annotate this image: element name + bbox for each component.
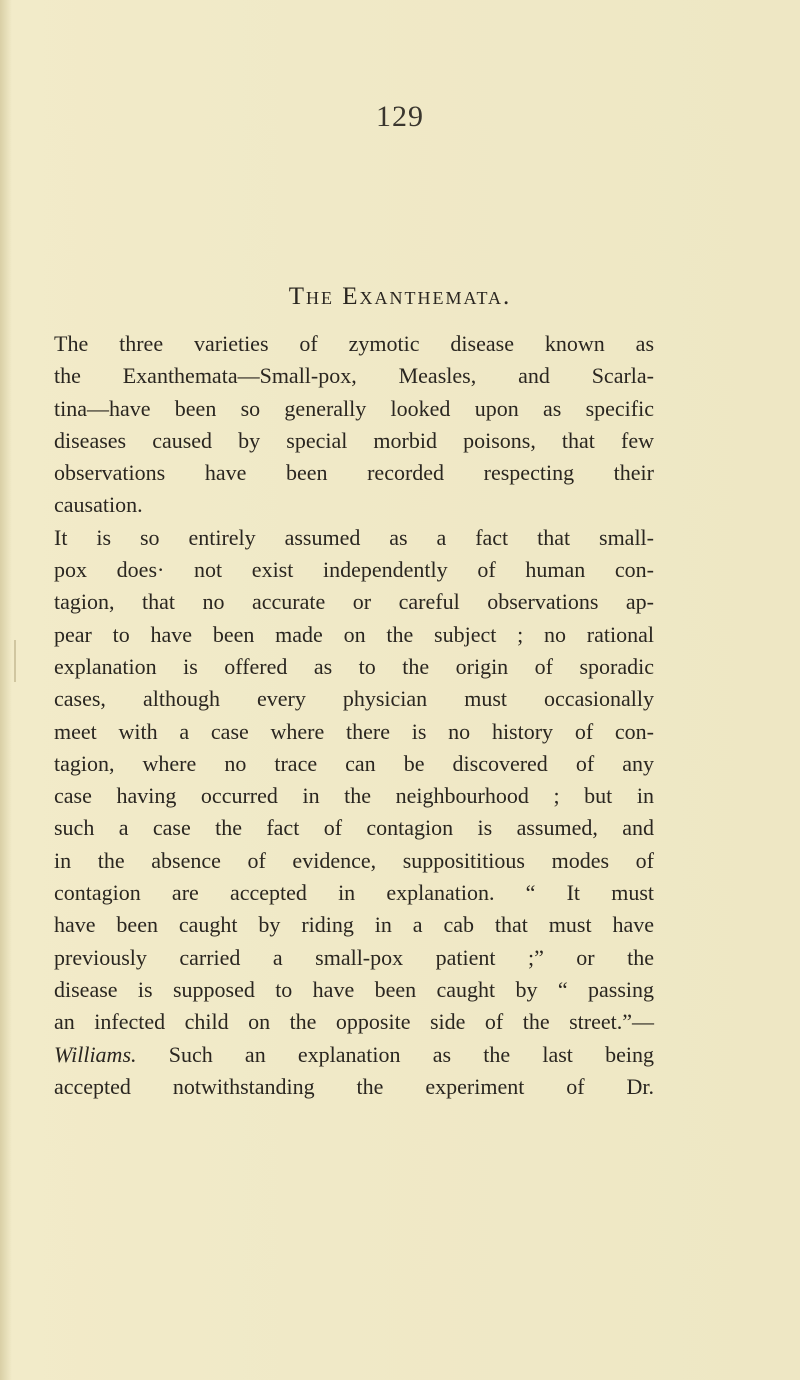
paragraph-2 xyxy=(54,522,654,1103)
text-line: have been caught by riding in a cab that must have xyxy=(54,912,654,938)
text-line: tina—have been so generally looked upon as specific xyxy=(54,395,654,421)
text-line: The three varieties of zymotic disease known as xyxy=(54,331,654,356)
page-mark xyxy=(14,640,16,682)
text-line: It is so entirely assumed as a fact that small- xyxy=(54,524,654,550)
text-line: pox does· not exist independently of human con- xyxy=(54,557,654,583)
text-line: explanation is offered as to the origin of sporadic xyxy=(54,653,654,679)
text-line: pear to have been made on the subject ; no rational xyxy=(54,621,654,647)
text-line: disease is supposed to have been caught by “ passing xyxy=(54,976,654,1002)
text-line: in the absence of evidence, supposititious modes of xyxy=(54,847,654,873)
text-line: case having occurred in the neighbourhood ; but in xyxy=(54,783,654,809)
text-line: previously carried a small-pox patient ;” or the xyxy=(54,944,654,970)
text-line: Williams. Such an explanation as the last being xyxy=(54,1041,654,1067)
page-number: 129 xyxy=(376,100,424,133)
text-line: tagion, that no accurate or careful observations ap- xyxy=(54,589,654,615)
text-line: diseases caused by special morbid poisons, that few xyxy=(54,427,654,453)
paragraph-1 xyxy=(54,328,654,522)
text-line: causation. xyxy=(54,492,143,518)
text-line: the Exanthemata—Small-pox, Measles, and Scarla- xyxy=(54,363,654,389)
body-text xyxy=(54,328,654,1103)
page-edge-shadow xyxy=(0,0,12,1380)
text-line: meet with a case where there is no history of con- xyxy=(54,718,654,744)
section-heading: The Exanthemata. xyxy=(288,283,512,310)
text-line: such a case the fact of contagion is assumed, and xyxy=(54,815,654,841)
text-line: contagion are accepted in explanation. “ It must xyxy=(54,880,654,906)
author-name: Williams. xyxy=(54,1041,137,1067)
text-line: observations have been recorded respecting their xyxy=(54,460,654,486)
text-line: an infected child on the opposite side of the street.”— xyxy=(54,1009,654,1035)
text-line: accepted notwithstanding the experiment of Dr. xyxy=(54,1073,654,1099)
text-line: cases, although every physician must occasionally xyxy=(54,686,654,712)
text-line: tagion, where no trace can be discovered of any xyxy=(54,750,654,776)
